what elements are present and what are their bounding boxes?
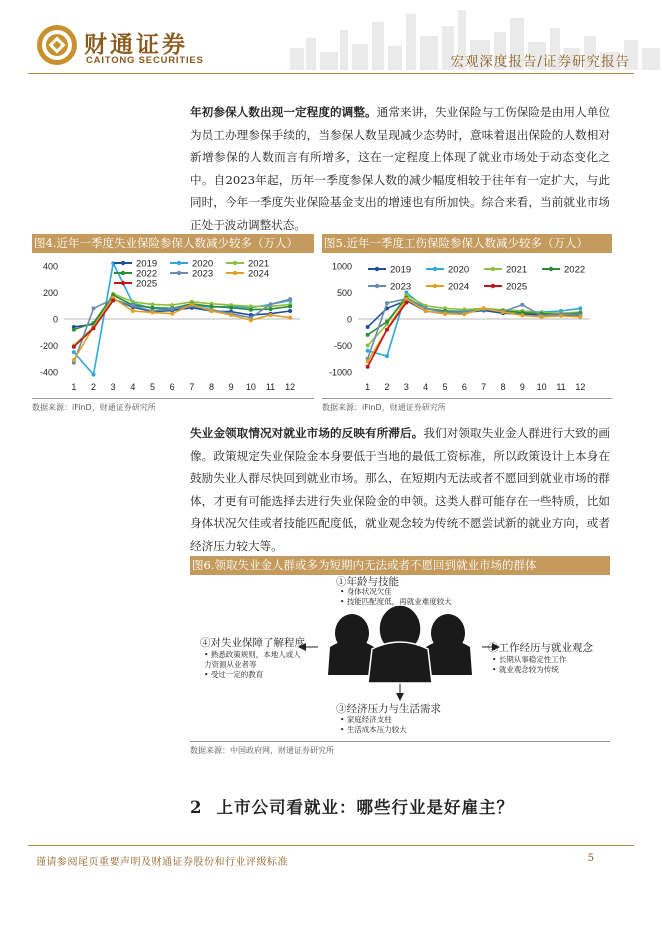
legend-item-2023 — [170, 269, 213, 280]
data-point-2020 — [578, 306, 582, 310]
x-tick-label: 8 — [208, 382, 215, 392]
x-tick-label: 8 — [500, 382, 506, 392]
paragraph-body: 通常来讲，失业保险与工伤保险是由用人单位为员工办理参保手续的，当参保人数呈现减少态势时，意味着退出保险的人数相对新增参保的人数而言有所增多，这在一定程度上体现了就业市场处于动态变化之中。自2023年起，历年一季度参保人数的减少幅度相较于往年有一定扩大，与此同时，今年一季度失业保险基金支出的增速也有所加快。综合来看，当前就业市场正处于波动调整状态。 — [190, 105, 610, 232]
figure-6-title: 图6.领取失业金人群或多为短期内无法或者不愿回到就业市场的群体 — [190, 556, 610, 575]
data-point-2024 — [288, 316, 292, 320]
data-point-2023 — [520, 303, 524, 307]
y-tick-label: -1000 — [328, 367, 352, 378]
data-point-2023 — [92, 306, 96, 310]
person-center-icon — [368, 605, 432, 683]
factor-left-item: • 受过一定的教育 — [204, 670, 264, 679]
x-tick-label: 2 — [90, 382, 97, 392]
data-point-2023 — [170, 307, 174, 311]
data-point-2022 — [72, 328, 76, 332]
data-point-2025 — [72, 345, 76, 349]
figure-6-source: 数据来源：中国政府网，财通证券研究所 — [190, 746, 334, 755]
legend-label: 2022 — [136, 268, 158, 280]
x-tick-label: 6 — [461, 382, 467, 392]
legend-label: 2022 — [564, 264, 586, 276]
y-tick-label: 200 — [42, 288, 58, 298]
legend-label: 2020 — [192, 258, 214, 270]
legend-item-2022 — [542, 265, 585, 276]
data-point-2024 — [501, 310, 505, 314]
x-tick-label: 4 — [423, 382, 429, 392]
legend-label: 2019 — [390, 264, 412, 276]
legend-item-2025 — [114, 279, 157, 290]
legend-label: 2025 — [136, 278, 158, 290]
data-point-2024 — [404, 297, 408, 301]
y-tick-label: 500 — [336, 288, 352, 298]
x-tick-label: 2 — [384, 382, 390, 392]
x-tick-label: 9 — [228, 382, 234, 392]
data-point-2024 — [249, 318, 253, 322]
y-tick-label: 0 — [52, 314, 58, 325]
data-point-2020 — [366, 349, 370, 353]
data-point-2022 — [249, 308, 253, 312]
legend-item-2023 — [368, 282, 411, 293]
data-point-2021 — [366, 344, 370, 348]
x-tick-label: 11 — [265, 382, 276, 392]
legend-label: 2019 — [136, 258, 158, 270]
x-tick-label: 3 — [403, 382, 409, 392]
legend-label: 2024 — [248, 268, 270, 280]
footer-divider — [28, 845, 634, 846]
x-tick-label: 9 — [519, 382, 525, 392]
legend-label: 2025 — [506, 281, 528, 293]
factor-bottom-item: • 家庭经济支柱 — [340, 715, 392, 724]
series-line-2023 — [368, 299, 581, 359]
data-point-2022 — [229, 306, 233, 310]
x-tick-label: 5 — [442, 382, 448, 392]
factor-top-item: • 技能匹配度低，再就业难度较大 — [340, 597, 452, 606]
factor-top-title: ①年龄与技能 — [336, 576, 399, 588]
x-tick-label: 10 — [536, 382, 547, 392]
data-point-2022 — [288, 304, 292, 308]
figure-5-chart — [322, 254, 612, 394]
data-point-2024 — [72, 358, 76, 362]
footer-disclaimer: 谨请参阅尾页重要声明及财通证券股份和行业评级标准 — [36, 857, 288, 868]
legend-item-2024 — [426, 282, 469, 293]
figure-4-source: 数据来源：iFinD，财通证券研究所 — [32, 403, 156, 412]
data-point-2024 — [269, 313, 273, 317]
legend-item-2019 — [368, 265, 411, 276]
figure-5-source: 数据来源：iFinD，财通证券研究所 — [322, 403, 446, 412]
x-tick-label: 6 — [169, 382, 175, 392]
data-point-2025 — [366, 365, 370, 369]
x-tick-label: 10 — [245, 382, 256, 392]
factor-bottom-title: ③经济压力与生活需求 — [336, 703, 441, 715]
report-type: 宏观深度报告/证券研究报告 — [450, 54, 630, 70]
factor-bottom-list — [340, 715, 407, 735]
x-tick-label: 1 — [71, 382, 77, 392]
x-tick-label: 5 — [149, 382, 156, 392]
data-point-2025 — [385, 328, 389, 332]
section-heading — [190, 794, 514, 818]
data-point-2024 — [229, 313, 233, 317]
factor-top-list — [340, 587, 452, 607]
data-point-2022 — [385, 320, 389, 324]
factor-top-item: • 身体状况欠佳 — [340, 587, 392, 596]
factor-left-item: • 熟悉政策规则，本地人或人力资源从业者等 — [204, 650, 301, 669]
data-point-2023 — [288, 297, 292, 301]
factor-right-list — [492, 655, 566, 675]
data-point-2019 — [366, 325, 370, 329]
x-tick-label: 4 — [130, 382, 136, 392]
legend-item-2024 — [226, 269, 269, 280]
x-tick-label: 3 — [110, 382, 116, 392]
data-point-2022 — [269, 307, 273, 311]
paragraph-insured-adjustment — [190, 101, 610, 237]
data-point-2024 — [210, 309, 214, 313]
paragraph-unemployment-benefit — [190, 422, 610, 558]
figure-6-rule — [190, 741, 610, 742]
y-tick-label: 0 — [346, 314, 352, 325]
data-point-2020 — [385, 354, 389, 358]
person-right-icon — [424, 614, 472, 675]
x-tick-label: 12 — [575, 382, 586, 392]
data-point-2023 — [269, 302, 273, 306]
data-point-2024 — [424, 309, 428, 313]
legend-item-2025 — [484, 282, 527, 293]
data-point-2019 — [288, 309, 292, 313]
factor-right-item: • 就业观念较为传统 — [492, 665, 559, 674]
figure-5-title: 图5.近年一季度工伤保险参保人数减少较多（万人） — [322, 234, 612, 253]
legend-label: 2021 — [248, 258, 270, 270]
factor-left-title: ④对失业保障了解程度 — [200, 637, 305, 649]
legend-label: 2024 — [448, 281, 470, 293]
data-point-2022 — [366, 333, 370, 337]
figure-5-rule — [322, 398, 612, 399]
figure-6-diagram — [190, 575, 610, 740]
series-line-2020 — [368, 293, 581, 357]
data-point-2024 — [559, 314, 563, 318]
paragraph-body: 我们对领取失业金人群进行大致的画像。政策规定失业保险金本身要低于当地的最低工资标准，所以政策设计上本身在鼓励失业人群尽快回到就业市场。那么，在短期内无法或者不愿回到就业市场的群体，才更有可能选择去进行失业保险金的申领。这类人群可能存在一些特质，比如身体状况欠佳或者技能匹配度低，就业观念较为传统不愿尝试新的就业方向，或者经济压力较大等。 — [190, 426, 610, 553]
data-point-2024 — [520, 313, 524, 317]
data-point-2024 — [170, 312, 174, 316]
paragraph-lead: 失业金领取情况对就业市场的反映有所滞后。 — [190, 426, 424, 440]
legend-label: 2020 — [448, 264, 470, 276]
factor-right-title: ②工作经历与就业观念 — [488, 642, 593, 654]
y-tick-label: 400 — [42, 261, 58, 272]
data-point-2024 — [462, 312, 466, 316]
brand-name-cn: 财通证券 — [84, 32, 188, 58]
y-tick-label: -500 — [333, 341, 352, 351]
y-tick-label: -200 — [39, 341, 58, 351]
legend-label: 2023 — [192, 268, 214, 280]
data-point-2024 — [443, 312, 447, 316]
x-tick-label: 7 — [481, 382, 487, 392]
y-tick-label: -400 — [39, 367, 58, 378]
page-number: 5 — [587, 853, 594, 864]
data-point-2024 — [578, 315, 582, 319]
figure-4-chart — [32, 254, 314, 394]
x-tick-label: 7 — [189, 382, 195, 392]
section-title-text: 上市公司看就业：哪些行业是好雇主？ — [216, 798, 514, 817]
data-point-2024 — [540, 315, 544, 319]
x-tick-label: 1 — [365, 382, 371, 392]
x-tick-label: 12 — [285, 382, 296, 392]
section-number: 2 — [190, 798, 203, 817]
data-point-2023 — [131, 304, 135, 308]
data-point-2025 — [404, 301, 408, 305]
data-point-2024 — [151, 310, 155, 314]
data-point-2024 — [482, 306, 486, 310]
factor-left-list — [204, 650, 308, 680]
y-tick-label: 1000 — [331, 261, 352, 272]
figure-4-rule — [32, 398, 314, 399]
paragraph-lead: 年初参保人数出现一定程度的调整。 — [190, 105, 377, 119]
data-point-2025 — [111, 298, 115, 302]
caitong-logo-icon — [36, 24, 78, 66]
factor-bottom-item: • 生活成本压力较大 — [340, 725, 407, 734]
figure-4-title: 图4.近年一季度失业保险参保人数减少较多（万人） — [32, 234, 314, 253]
header-divider — [28, 73, 634, 74]
legend-item-2021 — [484, 265, 527, 276]
x-tick-label: 11 — [556, 382, 566, 392]
factor-right-item: • 长期从事稳定性工作 — [492, 655, 567, 664]
data-point-2024 — [190, 302, 194, 306]
legend-label: 2021 — [506, 264, 528, 276]
brand-name-en: CAITONG SECURITIES — [86, 55, 204, 66]
data-point-2020 — [92, 373, 96, 377]
person-left-icon — [328, 614, 376, 675]
data-point-2020 — [72, 350, 76, 354]
legend-item-2020 — [426, 265, 469, 276]
data-point-2024 — [131, 309, 135, 313]
page-header — [0, 0, 662, 80]
data-point-2023 — [385, 301, 389, 305]
data-point-2025 — [92, 326, 96, 330]
legend-label: 2023 — [390, 281, 412, 293]
